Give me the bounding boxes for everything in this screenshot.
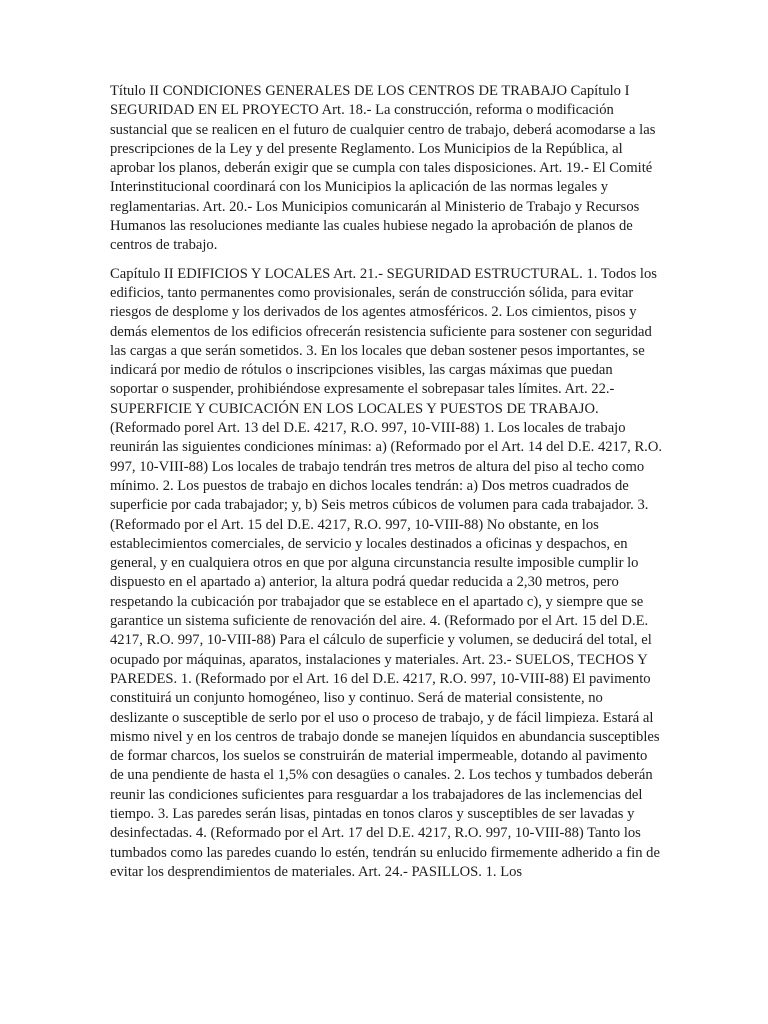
paragraph-1: Título II CONDICIONES GENERALES DE LOS CENTROS DE TRABAJO Capítulo I SEGURIDAD EN EL PROYECTO Art. 18.- La construcción, reforma o modificación sustancial que se realicen en el futuro de cualquier centro de trabajo, deberá acomodarse a las prescripciones de la Ley y del presente Reglamento. Los Municipios de la República, al aprobar los planos, deberán exigir que se cumpla con tales disposiciones. Art. 19.- El Comité Interinstitucional coordinará con los Municipios la aplicación de las normas legales y reglamentarias. Art. 20.- Los Municipios comunicarán al Ministerio de Trabajo y Recursos Humanos las resoluciones mediante las cuales hubiese negado la aprobación de planos de centros de trabajo. [110,83,656,254]
document-page [110,82,662,891]
paragraph-2: Capítulo II EDIFICIOS Y LOCALES Art. 21.- SEGURIDAD ESTRUCTURAL. 1. Todos los edificios, tanto permanentes como provisionales, serán de construcción sólida, para evitar riesgos de desplome y los derivados de los agentes atmosféricos. 2. Los cimientos, pisos y demás elementos de los edificios ofrecerán resistencia suficiente para sostener con seguridad las cargas a que serán sometidos. 3. En los locales que deban sostener pesos importantes, se indicará por medio de rótulos o inscripciones visibles, las cargas máximas que puedan soportar o suspender, prohibiéndose expresamente el sobrepasar tales límites. Art. 22.- SUPERFICIE Y CUBICACIÓN EN LOS LOCALES Y PUESTOS DE TRABAJO. (Reformado porel Art. 13 del D.E. 4217, R.O. 997, 10-VIII-88) 1. Los locales de trabajo reunirán las siguientes condiciones mínimas: a) (Reformado por el Art. 14 del D.E. 4217, R.O. 997, 10-VIII-88) Los locales de trabajo tendrán tres metros de altura del piso al techo como mínimo. 2. Los puestos de trabajo en dichos locales tendrán: a) Dos metros cuadrados de superficie por cada trabajador; y, b) Seis metros cúbicos de volumen para cada trabajador. 3. (Reformado por el Art. 15 del D.E. 4217, R.O. 997, 10-VIII-88) No obstante, en los establecimientos comerciales, de servicio y locales destinados a oficinas y despachos, en general, y en cualquiera otros en que por alguna circunstancia resulte imposible cumplir lo dispuesto en el apartado a) anterior, la altura podrá quedar reducida a 2,30 metros, pero respetando la cubicación por trabajador que se establece en el apartado c), y siempre que se garantice un sistema suficiente de renovación del aire. 4. (Reformado por el Art. 15 del D.E. 4217, R.O. 997, 10-VIII-88) Para el cálculo de superficie y volumen, se deducirá del total, el ocupado por máquinas, aparatos, instalaciones y materiales. Art. 23.- SUELOS, TECHOS Y PAREDES. 1. (Reformado por el Art. 16 del D.E. 4217, R.O. 997, 10-VIII-88) El pavimento constituirá un conjunto homogéneo, liso y continuo. Será de material consistente, no deslizante o susceptible de serlo por el uso o proceso de trabajo, y de fácil limpieza. Estará al mismo nivel y en los centros de trabajo donde se manejen líquidos en abundancia susceptibles de formar charcos, los suelos se construirán de material impermeable, dotando al pavimento de una pendiente de hasta el 1,5% con desagües o canales. 2. Los techos y tumbados deberán reunir las condiciones suficientes para resguardar a los trabajadores de las inclemencias del tiempo. 3. Las paredes serán lisas, pintadas en tonos claros y susceptibles de ser lavadas y desinfectadas. 4. (Reformado por el Art. 17 del D.E. 4217, R.O. 997, 10-VIII-88) Tanto los tumbados como las paredes cuando lo estén, tendrán su enlucido firmemente adherido a fin de evitar los desprendimientos de materiales. Art. 24.- PASILLOS. 1. Los [110,265,663,880]
